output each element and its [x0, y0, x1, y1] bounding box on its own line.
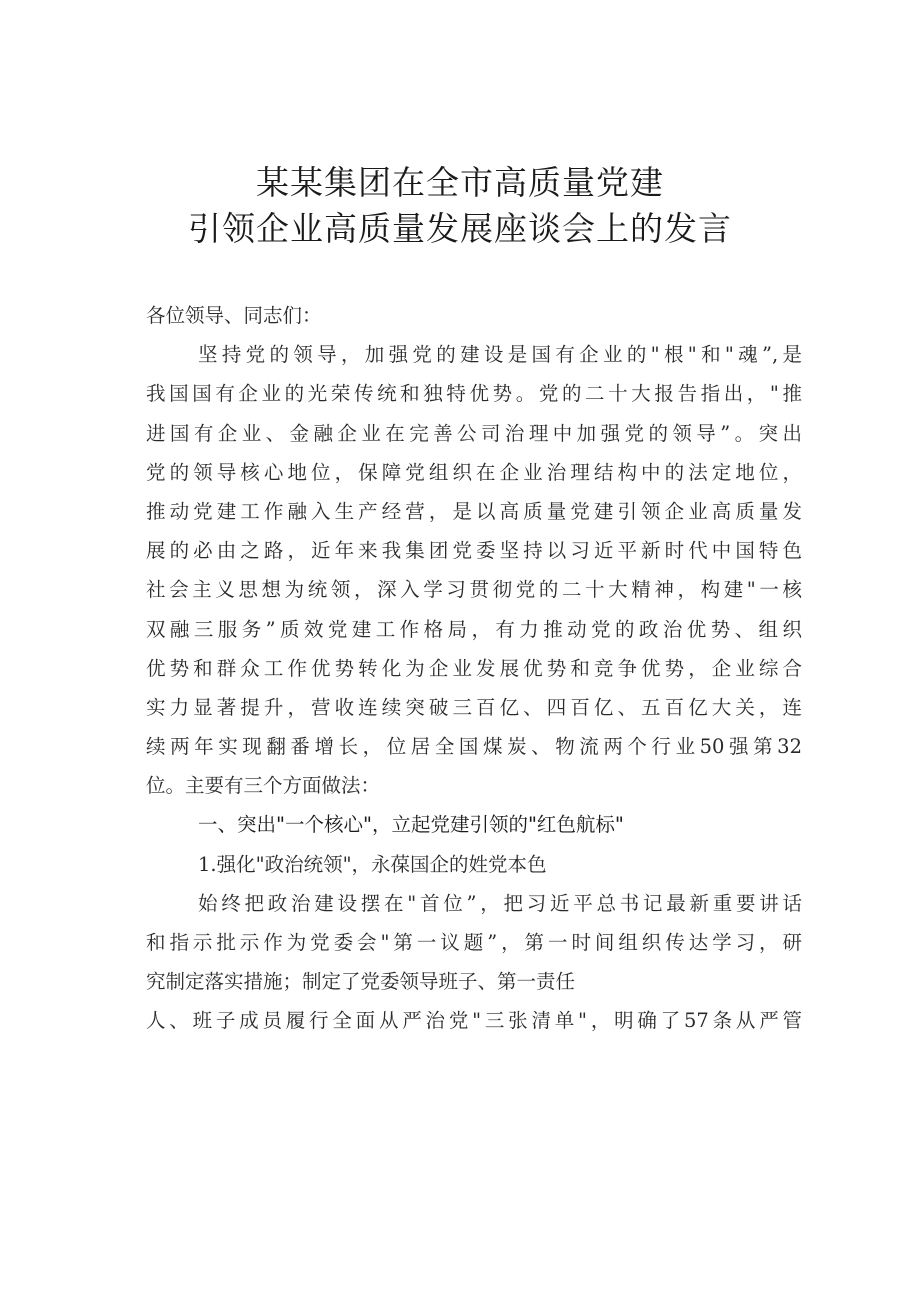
para2-line: 和指示批示作为党委会"第一议题”，第一时间组织传达学习，研	[146, 931, 802, 954]
salutation: 各位领导、同志们：	[146, 304, 322, 327]
para1-line: 坚持党的领导，加强党的建设是国有企业的"根"和"魂”,是	[198, 343, 802, 367]
para1-line: 续两年实现翻番增长，位居全国煤炭、物流两个行业50强第32	[146, 735, 802, 759]
section-heading: 一、突出"一个核心"，立起党建引领的"红色航标"	[198, 813, 624, 837]
para1-line: 推动党建工作融入生产经营，是以高质量党建引领企业高质量发	[146, 499, 802, 523]
para1-line: 实力显著提升，营收连续突破三百亿、四百亿、五百亿大关，连	[146, 695, 802, 719]
para1-line: 党的领导核心地位，保障党组织在企业治理结构中的法定地位，	[146, 460, 802, 484]
para1-line: 我国国有企业的光荣传统和独特优势。党的二十大报告指出，"推	[146, 382, 802, 406]
para1-line: 社会主义思想为统领，深入学习贯彻党的二十大精神，构建"一核	[146, 578, 802, 602]
para1-line: 展的必由之路，近年来我集团党委坚持以习近平新时代中国特色	[146, 539, 802, 563]
document-title	[0, 160, 920, 252]
para1-line: 位。主要有三个方面做法：	[146, 774, 381, 798]
title-line-2: 引领企业高质量发展座谈会上的发言	[188, 209, 732, 248]
subsection-heading: 1.强化"政治统领"，永葆国企的姓党本色	[198, 852, 547, 876]
para2-line: 始终把政治建设摆在"首位”，把习近平总书记最新重要讲话	[198, 891, 802, 915]
para2-line: 究制定落实措施；制定了党委领导班子、第一责任	[146, 970, 576, 994]
document-body	[146, 296, 802, 1041]
para2-line: 人、班子成员履行全面从严治党"三张清单"，明确了57条从严管	[146, 1009, 802, 1033]
para1-line: 优势和群众工作优势转化为企业发展优势和竞争优势，企业综合	[146, 656, 802, 680]
title-line-1: 某某集团在全市高质量党建	[256, 163, 664, 202]
para1-line: 双融三服务”质效党建工作格局，有力推动党的政治优势、组织	[146, 617, 802, 641]
para1-line: 进国有企业、金融企业在完善公司治理中加强党的领导”。突出	[146, 421, 802, 445]
